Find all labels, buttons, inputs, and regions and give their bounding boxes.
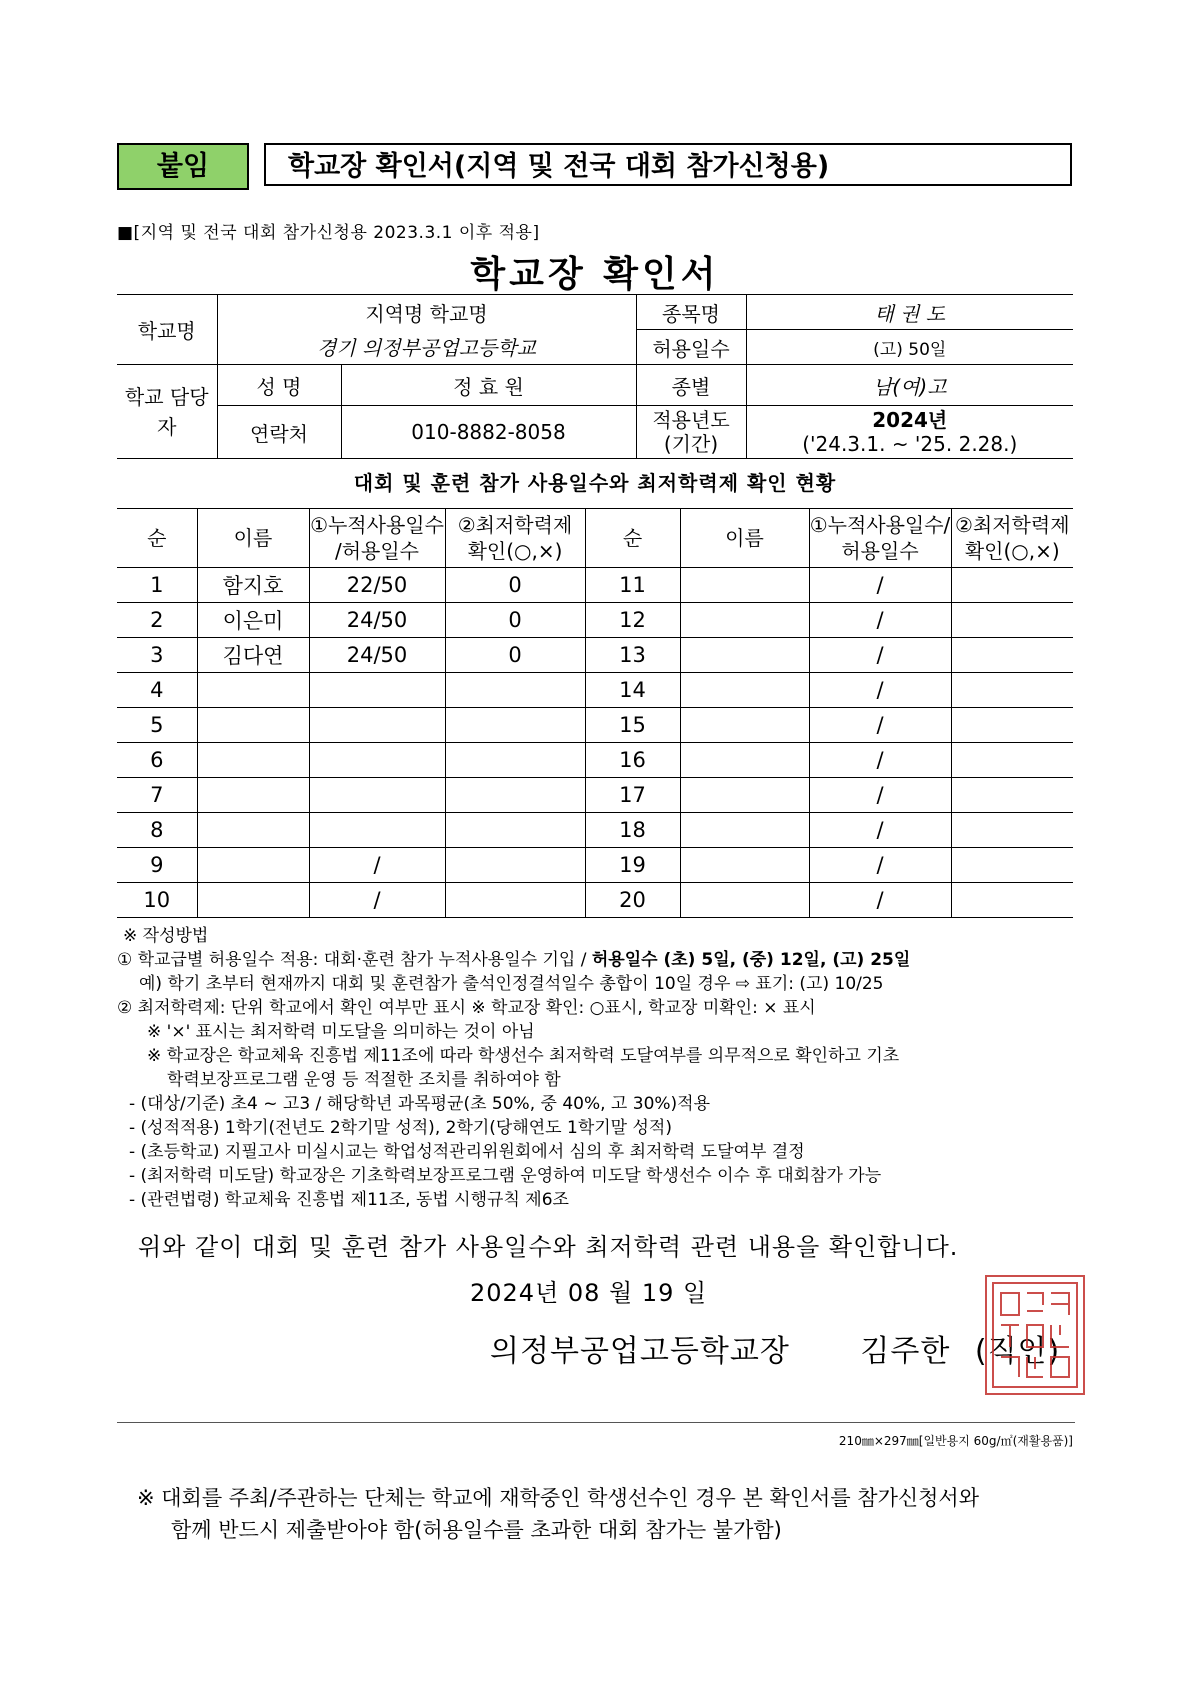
min-academic-check [445,743,585,778]
row-no: 5 [117,708,197,743]
attachment-label: 붙임 [117,143,249,190]
student-name-right [680,778,809,813]
table-row [117,708,1073,743]
min-academic-check-right [951,778,1073,813]
allowed-days-label: 허용일수 [636,330,746,365]
row-no: 6 [117,743,197,778]
days-used-right: / [809,848,951,883]
row-no: 1 [117,568,197,603]
header-no: 순 [117,509,197,568]
min-academic-check-right [951,568,1073,603]
student-name-right [680,638,809,673]
row-no-right: 20 [585,883,680,918]
seal-mark: (직인) [974,1334,1061,1369]
header-days: ①누적사용일수 /허용일수 [309,509,445,568]
apply-year-label: 적용년도 (기간) [636,406,746,459]
row-no: 10 [117,883,197,918]
notes-heading: ※ 작성방법 [123,926,209,946]
school-name: 경기 의정부공업고등학교 [217,330,636,365]
table-row [117,568,1073,603]
note-line-2: 예) 학기 초부터 현재까지 대회 및 훈련참가 출석인정결석일수 총합이 10일 경우 ⇨ 표기: (고) 10/25 [139,974,884,994]
school-label: 학교명 [117,295,217,365]
days-used [309,743,445,778]
table-row [117,673,1073,708]
footer-notice-line-1: ※ 대회를 주최/주관하는 단체는 학교에 재학중인 학생선수인 경우 본 확인서를 참가신청서와 [137,1486,980,1510]
days-used-right: / [809,568,951,603]
table-row [117,743,1073,778]
official-seal-stamp [985,1275,1085,1395]
participation-table [117,508,1073,918]
apply-period: ('24.3.1. ~ '25. 2.28.) [802,432,1018,456]
contact-label: 연락처 [217,406,341,459]
region-school-label: 지역명 학교명 [217,295,636,330]
days-used [309,778,445,813]
note-line-9: - (초등학교) 지필고사 미실시교는 학업성적관리위원회에서 심의 후 최저학력 도달여부 결정 [129,1142,805,1162]
days-used [309,673,445,708]
note-line-6: 학력보장프로그램 운영 등 적절한 조치를 취하여야 함 [167,1070,561,1090]
note-line-3: ② 최저학력제: 단위 학교에서 확인 여부만 표시 ※ 학교장 확인: ○표시, 학교장 미확인: × 표시 [117,998,816,1018]
document-subtitle: ■[지역 및 전국 대회 참가신청용 2023.3.1 이후 적용] [117,223,540,243]
note-line-8: - (성적적용) 1학기(전년도 2학기말 성적), 2학기(당해연도 1학기말 성적) [129,1118,672,1138]
table-row [117,638,1073,673]
student-name [197,708,309,743]
min-academic-check: 0 [445,568,585,603]
days-used-right: / [809,603,951,638]
principal-signature-line [490,1326,1060,1370]
student-name [197,673,309,708]
student-name: 이은미 [197,603,309,638]
student-name-right [680,883,809,918]
note-line-4: ※ '×' 표시는 최저학력 미도달을 의미하는 것이 아님 [147,1022,535,1042]
table-row [117,813,1073,848]
row-no: 3 [117,638,197,673]
header-check-right: ②최저학력제 확인(○,×) [951,509,1073,568]
divider-line [117,1422,1075,1423]
row-no-right: 15 [585,708,680,743]
footer-notice [137,1482,979,1546]
student-name: 함지호 [197,568,309,603]
row-no-right: 18 [585,813,680,848]
student-name [197,848,309,883]
row-no-right: 12 [585,603,680,638]
student-name-right [680,568,809,603]
gender-label: 종별 [636,365,746,406]
note-line-11: - (관련법령) 학교체육 진흥법 제11조, 동법 시행규칙 제6조 [129,1190,569,1210]
row-no: 2 [117,603,197,638]
student-name-right [680,848,809,883]
student-name [197,883,309,918]
main-title: 학교장 확인서 [470,254,720,295]
header-no-right: 순 [585,509,680,568]
header-name: 이름 [197,509,309,568]
min-academic-check [445,883,585,918]
days-used [309,708,445,743]
min-academic-check [445,673,585,708]
min-academic-check [445,708,585,743]
event-value: 태 권 도 [746,295,1073,330]
min-academic-check [445,848,585,883]
table-row [117,603,1073,638]
event-label: 종목명 [636,295,746,330]
days-used: / [309,848,445,883]
student-name-right [680,673,809,708]
signature-date: 2024년 08 월 19 일 [470,1279,708,1307]
row-no: 8 [117,813,197,848]
min-academic-check [445,813,585,848]
row-no-right: 13 [585,638,680,673]
info-table [117,294,1073,503]
min-academic-check-right [951,638,1073,673]
min-academic-check-right [951,743,1073,778]
table-row [117,883,1073,918]
row-no: 4 [117,673,197,708]
section-title: 대회 및 훈련 참가 사용일수와 최저학력제 확인 현황 [117,459,1073,504]
days-used: / [309,883,445,918]
days-used-right: / [809,708,951,743]
student-name [197,743,309,778]
min-academic-check-right [951,813,1073,848]
min-academic-check: 0 [445,638,585,673]
student-name-right [680,708,809,743]
note-line-7: - (대상/기준) 초4 ~ 고3 / 해당학년 과목평균(초 50%, 중 40%, 고 30%)적용 [129,1094,711,1114]
footer-notice-line-2: 함께 반드시 제출받아야 함(허용일수를 초과한 대회 참가는 불가함) [171,1518,782,1542]
header-days-right: ①누적사용일수/ 허용일수 [809,509,951,568]
days-used: 24/50 [309,638,445,673]
row-no-right: 19 [585,848,680,883]
student-name [197,778,309,813]
note-line-1b: 허용일수 (초) 5일, (중) 12일, (고) 25일 [591,950,911,970]
row-no-right: 16 [585,743,680,778]
row-no: 9 [117,848,197,883]
manager-label: 학교 담당자 [117,365,217,459]
school-principal: 의정부공업고등학교장 [490,1334,790,1369]
min-academic-check [445,778,585,813]
note-line-1 [117,948,1077,972]
days-used-right: / [809,883,951,918]
allowed-days-value: (고) 50일 [746,330,1073,365]
days-used-right: / [809,813,951,848]
name-value: 정 효 원 [341,365,636,406]
days-used-right: / [809,743,951,778]
confirmation-statement: 위와 같이 대회 및 훈련 참가 사용일수와 최저학력 관련 내용을 확인합니다. [138,1233,959,1261]
principal-name: 김주한 [860,1334,951,1369]
row-no: 7 [117,778,197,813]
days-used-right: / [809,778,951,813]
writing-instructions [117,924,1077,1212]
contact-value: 010-8882-8058 [341,406,636,459]
document-title: 학교장 확인서(지역 및 전국 대회 참가신청용) [264,143,1072,186]
table-row [117,778,1073,813]
student-name-right [680,603,809,638]
student-name-right [680,813,809,848]
min-academic-check-right [951,883,1073,918]
min-academic-check-right [951,848,1073,883]
row-no-right: 17 [585,778,680,813]
student-name [197,813,309,848]
row-no-right: 11 [585,568,680,603]
student-name-right [680,743,809,778]
days-used: 22/50 [309,568,445,603]
table-header-row [117,509,1073,568]
seal-pattern-icon [987,1277,1083,1393]
table-row [117,848,1073,883]
header-check: ②최저학력제 확인(○,×) [445,509,585,568]
min-academic-check: 0 [445,603,585,638]
days-used [309,813,445,848]
note-line-5: ※ 학교장은 학교체육 진흥법 제11조에 따라 학생선수 최저학력 도달여부를 의무적으로 확인하고 기초 [147,1046,900,1066]
min-academic-check-right [951,603,1073,638]
paper-spec: 210㎜×297㎜[일반용지 60g/㎡(재활용품)] [838,1434,1073,1448]
note-line-10: - (최저학력 미도달) 학교장은 기초학력보장프로그램 운영하여 미도달 학생선수 이수 후 대회참가 가능 [129,1166,882,1186]
days-used-right: / [809,638,951,673]
header-name-right: 이름 [680,509,809,568]
days-used: 24/50 [309,603,445,638]
student-name: 김다연 [197,638,309,673]
name-label: 성 명 [217,365,341,406]
gender-value: 남(여)고 [746,365,1073,406]
min-academic-check-right [951,708,1073,743]
note-line-1a: ① 학교급별 허용일수 적용: 대회·훈련 참가 누적사용일수 기입 / [117,950,592,970]
days-used-right: / [809,673,951,708]
apply-year-value: 2024년 [872,408,948,432]
min-academic-check-right [951,673,1073,708]
row-no-right: 14 [585,673,680,708]
